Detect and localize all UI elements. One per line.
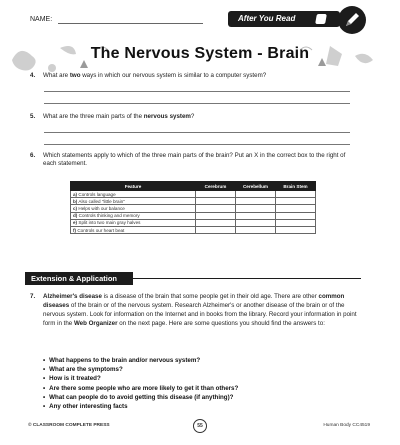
list-item: • What happens to the brain and/or nervous system?: [43, 356, 238, 365]
table-row: [71, 219, 316, 226]
cerebellum-checkbox[interactable]: [236, 226, 276, 233]
cerebellum-checkbox[interactable]: [236, 205, 276, 212]
publisher-logo: © CLASSROOM COMPLETE PRESS: [28, 423, 110, 428]
name-field[interactable]: [58, 23, 203, 24]
cerebellum-checkbox[interactable]: [236, 219, 276, 226]
answer-line[interactable]: [44, 103, 350, 104]
table-header: Feature: [71, 182, 196, 191]
answer-line[interactable]: [44, 132, 350, 133]
cerebrum-checkbox[interactable]: [196, 219, 236, 226]
question-number: 4.: [30, 72, 36, 79]
table-row: [71, 198, 316, 205]
question-number: 5.: [30, 113, 36, 120]
list-item: • Any other interesting facts: [43, 402, 238, 411]
page-footer: [0, 419, 400, 433]
answer-line[interactable]: [44, 91, 350, 92]
name-label: NAME:: [30, 16, 53, 23]
page-title: The Nervous System - Brain: [90, 45, 310, 62]
table-row: [71, 205, 316, 212]
brain-stem-checkbox[interactable]: [276, 226, 316, 233]
table-header: Cerebrum: [196, 182, 236, 191]
list-item: • What can people do to avoid getting this disease (if anything)?: [43, 393, 238, 402]
table-row: [71, 191, 316, 198]
question-text: What are the three main parts of the nervous system?: [43, 113, 195, 120]
question-4: [30, 72, 355, 80]
question-number: 6.: [30, 152, 36, 159]
research-questions-list: [43, 356, 238, 411]
section-divider: [133, 278, 361, 279]
feature-cell: a) Controls language: [71, 191, 196, 198]
question-text: Alzheimer's disease is a disease of the brain that some people get in their old age. There are other common diseases of the brain or of the nervous system. Research Alzheimer's or another disease of the brain or of the nervous system. Look for information on the Internet and in books from the library. Record your information in point form in the Web Organizer on the next page. Here are some questions you should find the answers to:: [43, 293, 357, 327]
brain-stem-checkbox[interactable]: [276, 219, 316, 226]
feature-cell: d) Controls thinking and memory: [71, 212, 196, 219]
extension-banner: Extension & Application: [25, 272, 133, 285]
brain-stem-checkbox[interactable]: [276, 212, 316, 219]
brain-stem-checkbox[interactable]: [276, 191, 316, 198]
table-row: [71, 226, 316, 233]
brain-stem-checkbox[interactable]: [276, 198, 316, 205]
question-number: 7.: [30, 293, 36, 300]
book-icon: [315, 14, 327, 24]
cerebrum-checkbox[interactable]: [196, 198, 236, 205]
feature-cell: c) Helps with our balance: [71, 205, 196, 212]
table-row: [71, 212, 316, 219]
pencil-icon: [338, 6, 366, 34]
product-code: Human Body CC4519: [323, 423, 370, 428]
cerebrum-checkbox[interactable]: [196, 205, 236, 212]
feature-cell: e) Split into two main gray halves: [71, 219, 196, 226]
answer-line[interactable]: [44, 144, 350, 145]
list-item: • Are there some people who are more likely to get it than others?: [43, 384, 238, 393]
cerebrum-checkbox[interactable]: [196, 191, 236, 198]
question-6: [30, 152, 355, 168]
brain-stem-checkbox[interactable]: [276, 205, 316, 212]
brain-parts-table: [70, 181, 316, 234]
question-text: What are two ways in which our nervous system is similar to a computer system?: [43, 72, 267, 79]
cerebrum-checkbox[interactable]: [196, 226, 236, 233]
cerebrum-checkbox[interactable]: [196, 212, 236, 219]
after-you-read-badge: [228, 11, 340, 27]
cerebellum-checkbox[interactable]: [236, 212, 276, 219]
feature-cell: b) Also called "little brain": [71, 198, 196, 205]
question-7: [30, 292, 360, 328]
cerebellum-checkbox[interactable]: [236, 191, 276, 198]
page-number: 55: [193, 419, 207, 433]
list-item: • What are the symptoms?: [43, 365, 238, 374]
badge-text: After You Read: [238, 14, 296, 23]
cerebellum-checkbox[interactable]: [236, 198, 276, 205]
question-text: Which statements apply to which of the three main parts of the brain? Put an X in the correct box to the right of each statement.: [43, 152, 346, 167]
table-header: Cerebellum: [236, 182, 276, 191]
table-header: Brain Stem: [276, 182, 316, 191]
list-item: • How is it treated?: [43, 374, 238, 383]
feature-cell: f) Controls our heart beat: [71, 226, 196, 233]
question-5: [30, 113, 355, 121]
